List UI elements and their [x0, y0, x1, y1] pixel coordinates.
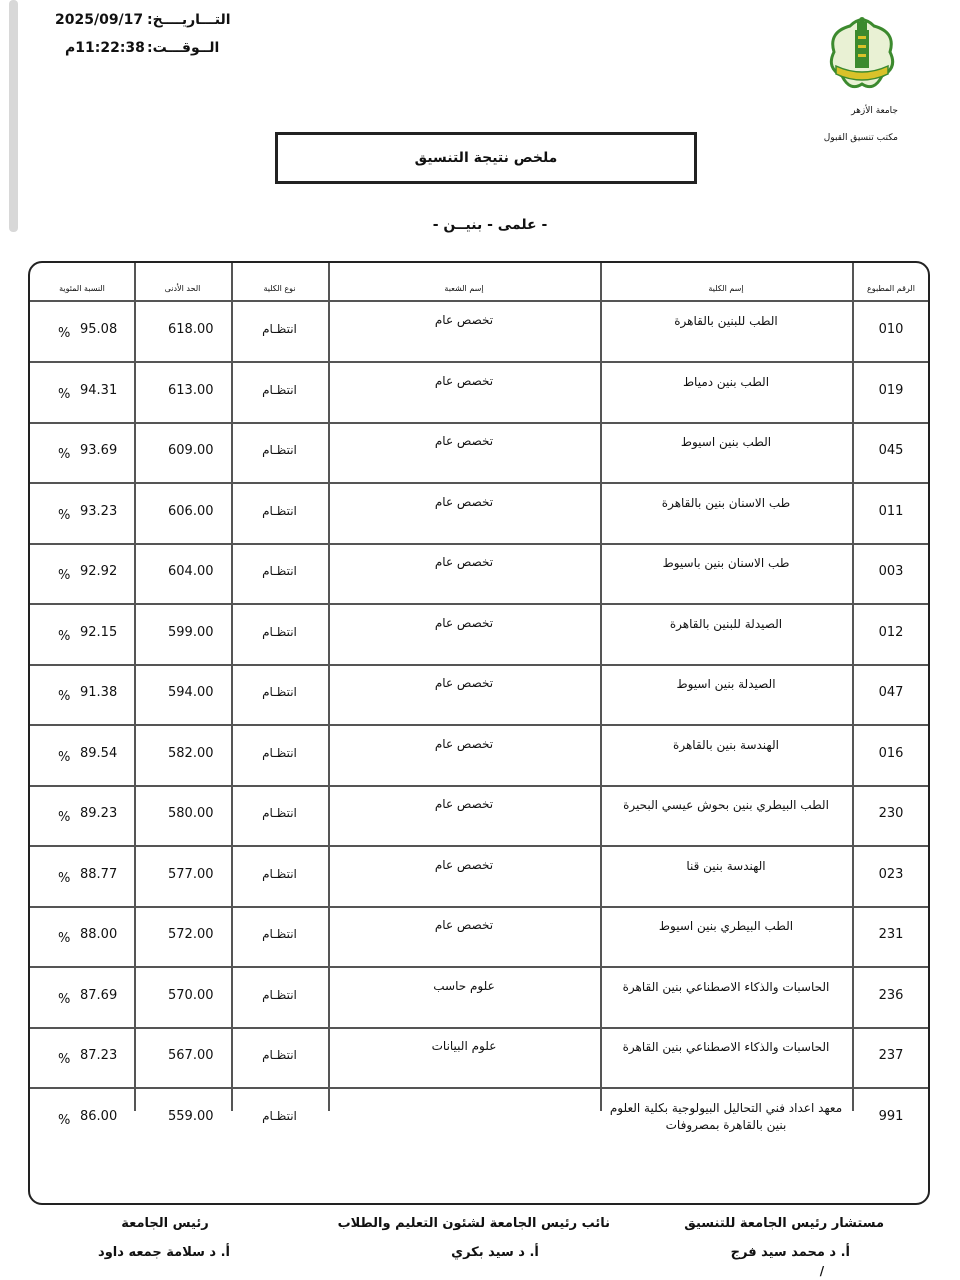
college-name-cell: [605, 434, 847, 451]
percent-cell: 93.23: [80, 503, 118, 519]
scroll-indicator: [9, 0, 18, 232]
college-type-cell: انتظـام: [262, 745, 297, 760]
branch-cell: تخصص عام: [434, 857, 494, 872]
header-min: الحد الأدنى: [164, 284, 201, 293]
signature-name-3: أ. د سلامة جمعه داود: [98, 1245, 230, 1260]
percent-cell: 87.69: [80, 987, 118, 1003]
header-code: الرقم المطبوع: [867, 284, 915, 293]
min-score-cell: 594.00: [168, 685, 214, 700]
min-score-cell: 570.00: [168, 987, 214, 1003]
college-name-cell: [605, 858, 847, 875]
percent-cell: 92.15: [80, 624, 118, 640]
college-name-line: الحاسبات والذكاء الاصطناعي بنين القاهرة: [622, 1040, 830, 1054]
branch-cell: تخصص عام: [434, 555, 494, 569]
college-name-cell: [605, 555, 847, 572]
college-name-cell: [605, 374, 847, 391]
table-row: [30, 665, 928, 725]
table-row: [30, 423, 928, 483]
signature-mark: /: [819, 1264, 825, 1278]
percent-cell: 87.23: [80, 1048, 118, 1063]
college-type-cell: انتظـام: [262, 382, 297, 397]
college-name-line: الطب البيطري بنين بحوش عيسي البحيرة: [623, 798, 829, 812]
office-name: مكتب تنسيق القبول: [823, 133, 898, 143]
percent-sign: %: [58, 991, 71, 1007]
code-cell: 991: [878, 1108, 904, 1124]
page-title: ملخص نتيجة التنسيق: [275, 132, 697, 184]
header-type: نوع الكلية: [263, 284, 296, 293]
college-type-cell: انتظـام: [262, 624, 297, 639]
percent-cell: 88.00: [80, 927, 118, 942]
table-row: [30, 847, 928, 907]
header-branch: إسم الشعبة: [444, 284, 484, 293]
signature-name-1: أ. د محمد سيد فرج: [730, 1245, 850, 1260]
percent-cell: 89.23: [80, 806, 118, 821]
results-table: [28, 261, 930, 1205]
min-score-cell: 577.00: [168, 866, 214, 882]
college-name-cell: [605, 979, 847, 996]
college-type-cell: انتظـام: [262, 322, 297, 336]
branch-cell: تخصص عام: [434, 373, 494, 388]
college-name-cell: [605, 676, 847, 693]
college-name-line: طب الاسنان بنين باسيوط: [662, 556, 790, 570]
table-row: [30, 302, 928, 362]
min-score-cell: 618.00: [168, 322, 214, 337]
college-name-cell: [605, 495, 847, 512]
college-name-line: الطب بنين دمياط: [682, 374, 770, 389]
percent-sign: %: [58, 689, 71, 704]
college-type-cell: انتظـام: [262, 564, 297, 578]
percent-cell: 89.54: [80, 745, 118, 761]
code-cell: 236: [878, 987, 904, 1003]
branch-cell: تخصص عام: [434, 615, 494, 630]
code-cell: 023: [878, 866, 904, 882]
table-row: [30, 786, 928, 846]
college-name-line: الحاسبات والذكاء الاصطناعي بنين القاهرة: [622, 979, 830, 994]
college-name-cell: [605, 313, 847, 330]
min-score-cell: 580.00: [168, 806, 214, 821]
table-row: [30, 968, 928, 1028]
college-name-line: الطب بنين اسيوط: [680, 435, 772, 449]
branch-cell: علوم البيانات: [431, 1039, 497, 1053]
table-row: [30, 544, 928, 604]
college-name-cell: [605, 918, 847, 935]
percent-sign: %: [58, 628, 71, 644]
code-cell: 047: [878, 685, 904, 700]
branch-cell: تخصص عام: [434, 797, 494, 811]
percent-cell: 93.69: [80, 443, 118, 458]
signature-title-3: رئيس الجامعة: [121, 1216, 209, 1231]
signature-title-2: نائب رئيس الجامعة لشئون التعليم والطلاب: [337, 1216, 610, 1231]
code-cell: 231: [878, 927, 904, 942]
signature-title-1: مستشار رئيس الجامعة للتنسيق: [684, 1216, 884, 1231]
college-name-cell: [605, 797, 847, 814]
code-cell: 011: [878, 503, 904, 519]
min-score-cell: 572.00: [168, 927, 214, 942]
date-value: 2025/09/17: [55, 12, 144, 28]
percent-cell: 91.38: [80, 685, 118, 700]
college-name-line: الصيدلة للبنين بالقاهرة: [669, 616, 783, 631]
percent-sign: %: [58, 1052, 71, 1067]
min-score-cell: 582.00: [168, 745, 214, 761]
code-cell: 003: [878, 564, 904, 579]
percent-cell: 94.31: [80, 382, 118, 398]
min-score-cell: 606.00: [168, 503, 214, 519]
college-name-cell: [605, 737, 847, 754]
percent-sign: %: [58, 326, 71, 341]
college-type-cell: انتظـام: [262, 987, 297, 1002]
table-row: [30, 907, 928, 967]
percent-sign: %: [58, 568, 71, 583]
university-logo: [822, 12, 902, 96]
percent-sign: %: [58, 1112, 71, 1128]
code-cell: 230: [878, 806, 904, 821]
code-cell: 012: [878, 624, 904, 640]
college-name-cell: [605, 1100, 847, 1134]
min-score-cell: 567.00: [168, 1048, 214, 1063]
code-cell: 019: [878, 382, 904, 398]
college-name-cell: [605, 616, 847, 633]
code-cell: 010: [878, 322, 904, 337]
branch-cell: تخصص عام: [434, 736, 494, 751]
time-label: الــوقـــت:: [147, 40, 220, 56]
min-score-cell: 604.00: [168, 564, 214, 579]
code-cell: 016: [878, 745, 904, 761]
branch-cell: تخصص عام: [434, 918, 494, 932]
percent-cell: 86.00: [80, 1108, 118, 1124]
table-row: [30, 726, 928, 786]
college-type-cell: انتظـام: [262, 503, 297, 518]
date-label: التـــاريــــخ:: [147, 12, 231, 28]
college-type-cell: انتظـام: [262, 443, 297, 457]
percent-cell: 88.77: [80, 866, 118, 882]
branch-cell: علوم حاسب: [433, 978, 495, 993]
percent-sign: %: [58, 810, 71, 825]
page-subtitle: - علمى - بنيــن -: [432, 217, 548, 233]
min-score-cell: 599.00: [168, 624, 214, 640]
min-score-cell: 559.00: [168, 1108, 214, 1124]
percent-sign: %: [58, 507, 71, 523]
table-row: [30, 605, 928, 665]
branch-cell: تخصص عام: [434, 434, 494, 448]
table-row: [30, 1089, 928, 1149]
table-row: [30, 484, 928, 544]
branch-cell: تخصص عام: [434, 313, 494, 327]
org-name: جامعة الأزهر: [851, 106, 898, 116]
branch-cell: تخصص عام: [434, 676, 494, 690]
college-name-line: الصيدلة بنين اسيوط: [676, 677, 776, 691]
percent-sign: %: [58, 749, 71, 765]
code-cell: 237: [878, 1048, 904, 1063]
college-type-cell: انتظـام: [262, 866, 297, 881]
college-name-line: طب الاسنان بنين بالقاهرة: [661, 495, 791, 510]
percent-sign: %: [58, 447, 71, 462]
college-name-line: الهندسة بنين بالقاهرة: [673, 737, 779, 752]
college-type-cell: انتظـام: [262, 1108, 297, 1123]
min-score-cell: 613.00: [168, 382, 214, 398]
college-name-line: الهندسة بنين قنا: [686, 858, 766, 873]
header-percent: النسبة المئوية: [59, 284, 105, 293]
college-name-line-2: بنين بالقاهرة بمصروفات: [665, 1117, 787, 1132]
min-score-cell: 609.00: [168, 443, 214, 458]
table-row: [30, 363, 928, 423]
signature-name-2: أ. د سيد بكري: [451, 1245, 539, 1260]
time-value: 11:22:38م: [65, 40, 145, 56]
percent-cell: 95.08: [80, 322, 118, 337]
college-type-cell: انتظـام: [262, 927, 297, 941]
percent-sign: %: [58, 386, 71, 402]
code-cell: 045: [878, 443, 904, 458]
college-name-line: الطب البيطري بنين اسيوط: [658, 919, 794, 933]
college-name-cell: [605, 1039, 847, 1056]
table-row: [30, 1028, 928, 1088]
percent-sign: %: [58, 931, 71, 946]
college-type-cell: انتظـام: [262, 685, 297, 699]
percent-sign: %: [58, 870, 71, 886]
college-type-cell: انتظـام: [262, 1048, 297, 1062]
header-college: إسم الكلية: [708, 284, 744, 293]
college-type-cell: انتظـام: [262, 806, 297, 820]
college-name-line: معهد اعداد فني التحاليل البيولوجية بكلية العلوم: [609, 1100, 843, 1115]
branch-cell: تخصص عام: [434, 494, 494, 509]
college-name-line: الطب للبنين بالقاهرة: [674, 314, 778, 328]
percent-cell: 92.92: [80, 564, 118, 579]
